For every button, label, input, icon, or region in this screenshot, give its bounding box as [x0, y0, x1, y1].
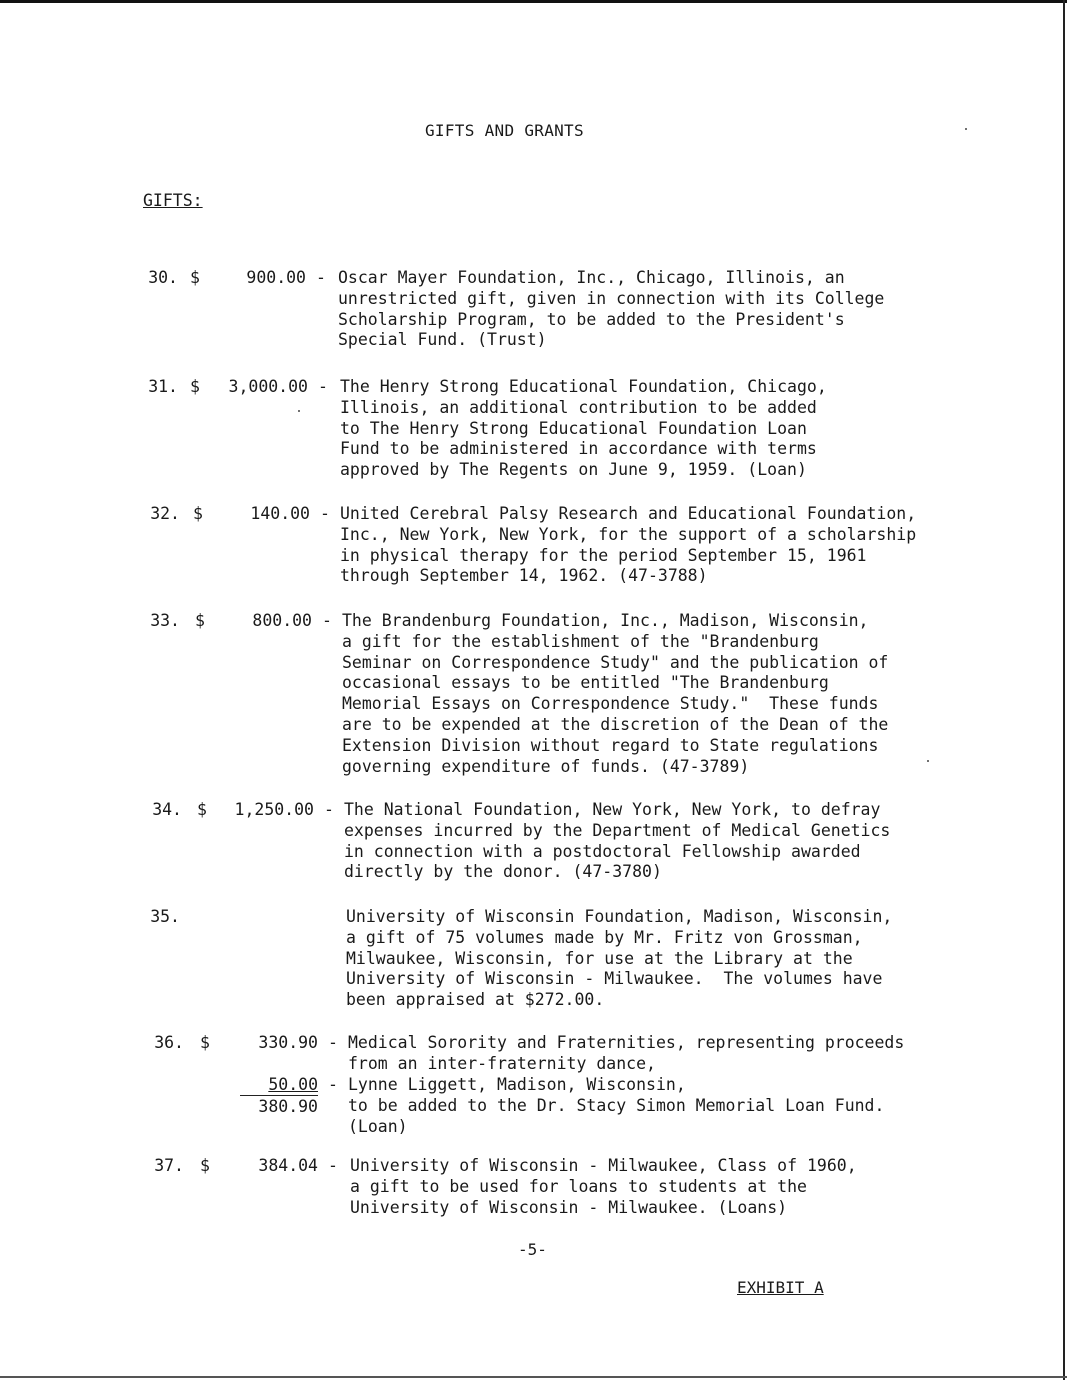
entry-number: 34.	[152, 800, 182, 819]
dollar-sign: $	[190, 268, 200, 287]
entry-dash: -	[316, 268, 326, 287]
entry-amount: 384.04	[258, 1156, 318, 1175]
entry-amount: 1,250.00	[234, 800, 314, 819]
dollar-sign: $	[200, 1156, 210, 1175]
dollar-sign: $	[197, 800, 207, 819]
right-border	[1063, 0, 1065, 1380]
entry-dash: -	[322, 611, 332, 630]
entry-dash: -	[320, 504, 330, 523]
entry-description-2: Lynne Liggett, Madison, Wisconsin, to be added to the Dr. Stacy Simon Memorial Loan Fund. (Loan)	[348, 1075, 885, 1136]
entry-amount: 3,000.00	[228, 377, 308, 396]
dollar-sign: $	[200, 1033, 210, 1052]
entry-number: 31.	[148, 377, 178, 396]
scan-speck	[965, 128, 967, 130]
entry-dash: -	[318, 377, 328, 396]
entry-amount: 330.90	[258, 1033, 318, 1052]
entry-number: 35.	[150, 907, 180, 926]
scan-speck	[927, 760, 929, 762]
entry-dash-2: -	[328, 1075, 338, 1094]
entry-description: Oscar Mayer Foundation, Inc., Chicago, Illinois, an unrestricted gift, given in connection with its College Scholarship Program, to be added to the President's Special Fund. (Trust)	[338, 268, 885, 350]
entry-total: 380.90	[240, 1095, 318, 1116]
entry-description: The Henry Strong Educational Foundation, Chicago, Illinois, an additional contribution to be added to The Henry Strong Educational Foundation Loan Fund to be administered in accordance with terms approved by The Regents on June 9, 1959. (Loan)	[340, 377, 827, 480]
entry-amount: 140.00	[250, 504, 310, 523]
entry-number: 37.	[154, 1156, 184, 1175]
entry-amount: 800.00	[252, 611, 312, 630]
page-number: -5-	[518, 1240, 547, 1259]
entry-description: University of Wisconsin - Milwaukee, Class of 1960, a gift to be used for loans to students at the University of Wisconsin - Milwaukee. (Loans)	[350, 1156, 857, 1217]
entry-description: United Cerebral Palsy Research and Educational Foundation, Inc., New York, New York, for the support of a scholarship in physical therapy for the period September 15, 1961 through September 14, 1962. (47-3788)	[340, 504, 917, 586]
entry-description: The National Foundation, New York, New York, to defray expenses incurred by the Department of Medical Genetics in connection with a postdoctoral Fellowship awarded directly by the donor. (47-3780)	[344, 800, 891, 882]
entry-number: 30.	[148, 268, 178, 287]
top-border	[0, 0, 1067, 3]
entry-description: The Brandenburg Foundation, Inc., Madison, Wisconsin, a gift for the establishment of the "Brandenburg Seminar on Correspondence Study" and the publication of occasional essays to be entitled "The Brandenburg Memorial Essays on Correspondence Study." These funds are to be expended at the discretion of the Dean of the Extension Division without regard to State regulations governing expenditure of funds. (47-3789)	[342, 611, 889, 776]
entry-dash: -	[328, 1156, 338, 1175]
entry-number: 33.	[150, 611, 180, 630]
entry-description: University of Wisconsin Foundation, Madison, Wisconsin, a gift of 75 volumes made by Mr. Fritz von Grossman, Milwaukee, Wisconsin, for use at the Library at the University of Wisconsin - Milwaukee. The volumes have been appraised at $272.00.	[346, 907, 893, 1010]
entry-number: 32.	[150, 504, 180, 523]
entry-amount-2: 50.00	[268, 1075, 318, 1094]
entry-dash: -	[328, 1033, 338, 1052]
exhibit-label: EXHIBIT A	[737, 1278, 824, 1297]
entry-dash: -	[324, 800, 334, 819]
dollar-sign: $	[193, 504, 203, 523]
dollar-sign: $	[190, 377, 200, 396]
bottom-border	[0, 1376, 1067, 1378]
section-heading: GIFTS:	[143, 191, 203, 210]
dollar-sign: $	[195, 611, 205, 630]
entry-number: 36.	[154, 1033, 184, 1052]
entry-amount: 900.00	[246, 268, 306, 287]
scan-speck	[298, 410, 300, 412]
page-title: GIFTS AND GRANTS	[425, 121, 584, 140]
entry-description: Medical Sorority and Fraternities, representing proceeds from an inter-fraternity dance,	[348, 1033, 905, 1073]
